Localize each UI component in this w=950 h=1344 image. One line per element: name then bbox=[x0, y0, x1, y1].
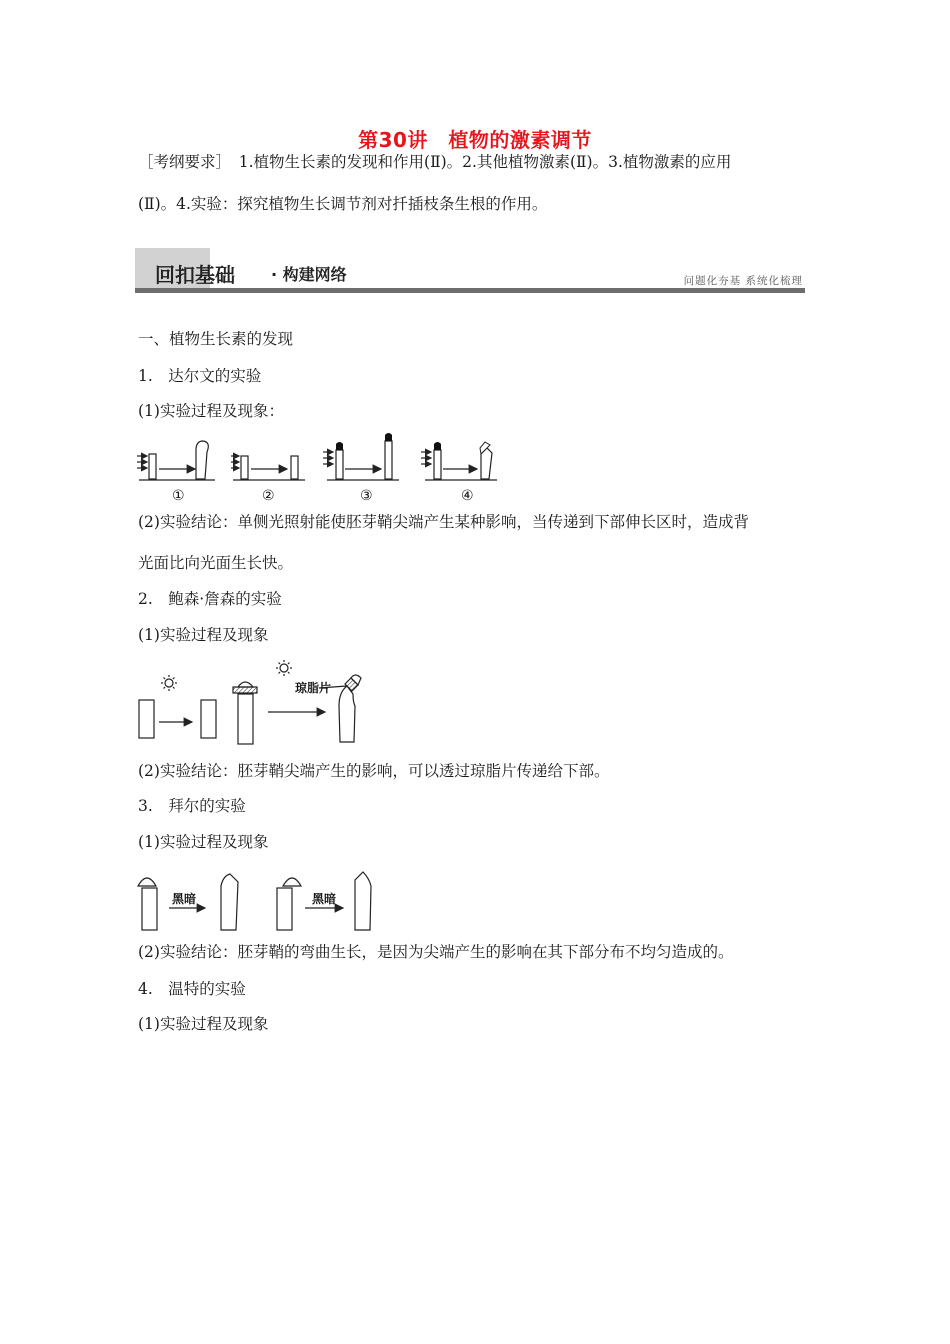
darwin-fig-4-black-cap-1 bbox=[434, 442, 441, 450]
section-heading-auxin-discovery: 一、植物生长素的发现 bbox=[138, 330, 294, 348]
boysen-jensen-figure bbox=[135, 656, 375, 748]
boysen-jensen-process-label: (1)实验过程及现象 bbox=[138, 626, 269, 644]
darwin-fig-3-black-cap-1 bbox=[336, 442, 343, 450]
darwin-fig-3-black-cap-2 bbox=[385, 433, 392, 441]
paal-heading: 3. 拜尔的实验 bbox=[138, 797, 246, 815]
paal-bent-coleoptile-2 bbox=[355, 872, 371, 930]
darwin-experiment-figure bbox=[135, 436, 505, 504]
dark-label-2: 黑暗 bbox=[312, 892, 337, 906]
sun-icon bbox=[161, 675, 177, 691]
darwin-fig-label: ④ bbox=[461, 488, 474, 504]
darwin-fig-4 bbox=[421, 448, 497, 480]
paal-process-label: (1)实验过程及现象 bbox=[138, 833, 269, 851]
agar-label: 琼脂片 bbox=[295, 681, 332, 695]
section-banner bbox=[135, 248, 805, 294]
bent-coleoptile bbox=[339, 675, 361, 742]
banner-title: 回扣基础 bbox=[155, 263, 235, 287]
paal-figure bbox=[135, 864, 395, 934]
banner-tagline: 问题化夯基 系统化梳理 bbox=[683, 275, 803, 287]
coleoptile-2 bbox=[201, 700, 216, 738]
banner-rule bbox=[135, 288, 805, 293]
boysen-jensen-heading: 2. 鲍森·詹森的实验 bbox=[138, 590, 282, 608]
coleoptile-1 bbox=[139, 700, 154, 738]
darwin-conclusion-line-2: 光面比向光面生长快。 bbox=[138, 554, 294, 572]
paal-coleoptile-2 bbox=[277, 878, 301, 930]
paal-bent-coleoptile-1 bbox=[221, 874, 238, 930]
dark-label-1: 黑暗 bbox=[172, 892, 197, 906]
coleoptile-with-agar-block bbox=[233, 682, 257, 744]
paal-coleoptile-1 bbox=[138, 878, 157, 930]
exam-requirements-line-2: (Ⅱ)。4.实验：探究植物生长调节剂对扦插枝条生根的作用。 bbox=[138, 195, 548, 213]
darwin-fig-4-tip bbox=[480, 442, 490, 454]
went-heading: 4. 温特的实验 bbox=[138, 980, 246, 998]
sun-icon bbox=[276, 660, 292, 676]
banner-subtitle: · 构建网络 bbox=[271, 265, 347, 284]
darwin-fig-label: ③ bbox=[360, 488, 373, 504]
darwin-fig-1 bbox=[137, 441, 215, 480]
went-process-label: (1)实验过程及现象 bbox=[138, 1015, 269, 1033]
darwin-heading: 1. 达尔文的实验 bbox=[138, 367, 262, 385]
boysen-jensen-conclusion: (2)实验结论：胚芽鞘尖端产生的影响，可以透过琼脂片传递给下部。 bbox=[138, 762, 610, 780]
darwin-fig-2 bbox=[231, 456, 305, 480]
paal-conclusion: (2)实验结论：胚芽鞘的弯曲生长，是因为尖端产生的影响在其下部分布不均匀造成的。 bbox=[138, 943, 734, 961]
exam-requirements-line-1: ［考纲要求］ 1.植物生长素的发现和作用(Ⅱ)。2.其他植物激素(Ⅱ)。3.植物激素的应用 bbox=[138, 153, 732, 171]
darwin-fig-label: ① bbox=[172, 488, 185, 504]
darwin-conclusion-line-1: (2)实验结论：单侧光照射能使胚芽鞘尖端产生某种影响，当传递到下部伸长区时，造成背 bbox=[138, 513, 749, 531]
page-title: 第30讲 植物的激素调节 bbox=[358, 128, 592, 152]
darwin-fig-label: ② bbox=[262, 488, 275, 504]
darwin-process-label: (1)实验过程及现象： bbox=[138, 402, 284, 420]
darwin-fig-3 bbox=[323, 441, 399, 480]
